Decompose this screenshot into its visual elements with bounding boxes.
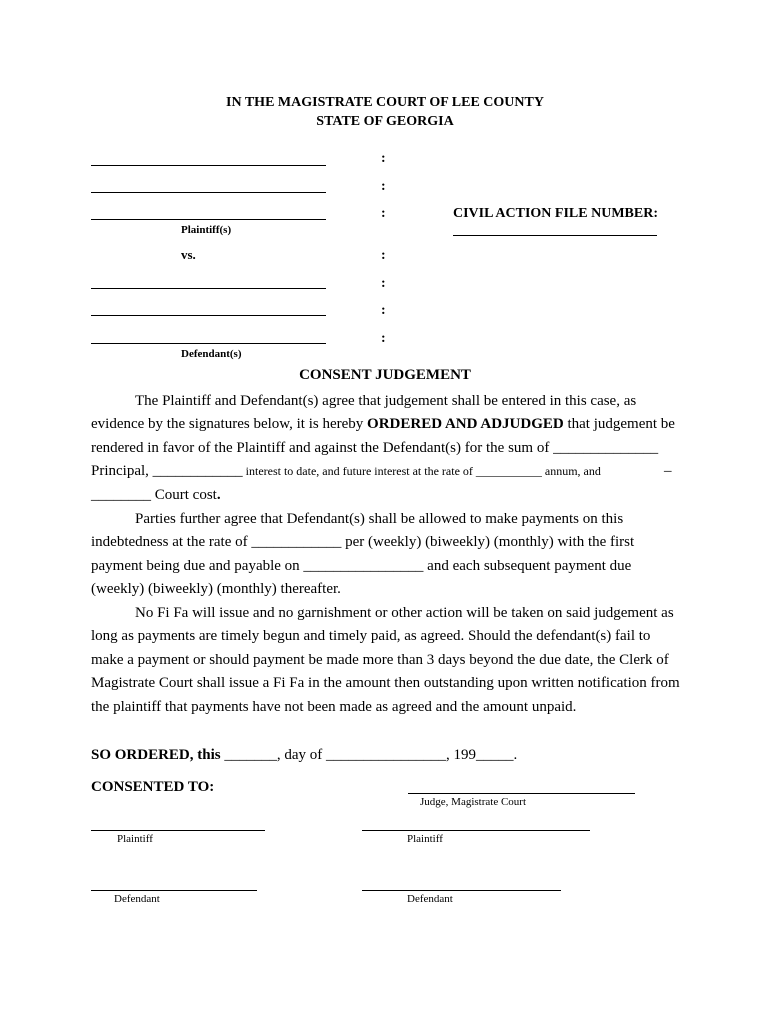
plaintiff-line-1[interactable] xyxy=(91,165,326,166)
text-span: _______, day of ________________, 199_____. xyxy=(220,747,518,763)
plaintiff-signature-label-right: Plaintiff xyxy=(407,833,443,845)
trailing-blank: _ xyxy=(664,458,672,474)
paragraph-1-line-1: The Plaintiff and Defendant(s) agree that judgement shall be entered in this case, as xyxy=(135,393,637,409)
paragraph-3-line-4: Magistrate Court shall issue a Fi Fa in the amount then outstanding upon written notification from xyxy=(91,675,680,691)
text-span: . xyxy=(216,487,221,503)
text-span: that judgement be xyxy=(563,416,675,432)
paragraph-1-line-4 xyxy=(91,460,681,484)
plaintiff-line-3[interactable] xyxy=(91,219,326,220)
versus-label: vs. xyxy=(181,247,196,262)
caption-colon: : xyxy=(381,206,386,221)
paragraph-3-line-1: No Fi Fa will issue and no garnishment or other action will be taken on said judgement as xyxy=(135,605,674,621)
plaintiff-line-2[interactable] xyxy=(91,192,326,193)
text-span: ________ xyxy=(91,487,151,503)
state-name: STATE OF GEORGIA xyxy=(316,114,454,129)
defendant-signature-line-right[interactable] xyxy=(362,890,561,891)
paragraph-2-line-2: indebtedness at the rate of ____________ per (weekly) (biweekly) (monthly) with the first xyxy=(91,534,635,550)
paragraph-1-line-2 xyxy=(91,413,681,437)
paragraph-3-line-5: the plaintiff that payments have not been made as agreed and the amount unpaid. xyxy=(91,699,577,715)
civil-action-number-line[interactable] xyxy=(453,235,657,236)
so-ordered-line xyxy=(91,744,681,768)
document-title: CONSENT JUDGEMENT xyxy=(299,367,471,383)
text-span: evidence by the signatures below, it is hereby xyxy=(91,416,368,432)
text-span: Principal, ____________ xyxy=(91,463,243,479)
so-ordered-bold: SO ORDERED, this xyxy=(91,747,221,763)
plaintiff-signature-line-left[interactable] xyxy=(91,830,265,831)
court-name: IN THE MAGISTRATE COURT OF LEE COUNTY xyxy=(226,95,544,110)
ordered-adjudged-bold: ORDERED AND ADJUDGED xyxy=(367,416,564,432)
paragraph-3-line-2: long as payments are timely begun and timely paid, as agreed. Should the defendant(s) fail to xyxy=(91,628,651,644)
caption-colon: : xyxy=(381,179,386,194)
plaintiff-signature-line-right[interactable] xyxy=(362,830,590,831)
defendant-signature-label-right: Defendant xyxy=(407,893,453,905)
caption-colon: : xyxy=(381,276,386,291)
defendant-line-1[interactable] xyxy=(91,288,326,289)
consented-to-label: CONSENTED TO: xyxy=(91,779,215,795)
civil-action-label: CIVIL ACTION FILE NUMBER: xyxy=(453,206,658,221)
plaintiff-label: Plaintiff(s) xyxy=(181,224,232,236)
caption-colon: : xyxy=(381,248,386,263)
paragraph-2-line-3: payment being due and payable on ________________ and each subsequent payment due xyxy=(91,558,632,574)
defendant-line-2[interactable] xyxy=(91,315,326,316)
caption-colon: : xyxy=(381,303,386,318)
paragraph-1-line-5 xyxy=(91,484,681,508)
judge-label: Judge, Magistrate Court xyxy=(420,796,527,808)
judge-signature-line[interactable] xyxy=(408,793,635,794)
defendant-signature-line-left[interactable] xyxy=(91,890,257,891)
defendant-label: Defendant(s) xyxy=(181,348,242,360)
paragraph-2-line-1: Parties further agree that Defendant(s) shall be allowed to make payments on this xyxy=(135,511,624,527)
paragraph-2-line-4: (weekly) (biweekly) (monthly) thereafter. xyxy=(91,581,341,597)
paragraph-1-line-3: rendered in favor of the Plaintiff and against the Defendant(s) for the sum of ______________ xyxy=(91,440,659,456)
defendant-signature-label-left: Defendant xyxy=(114,893,160,905)
text-span: Court cost xyxy=(151,487,217,503)
text-span: interest to date, and future interest at the rate of ___________ annum, and xyxy=(242,464,601,478)
defendant-line-3[interactable] xyxy=(91,343,326,344)
caption-colon: : xyxy=(381,151,386,166)
caption-colon: : xyxy=(381,331,386,346)
plaintiff-signature-label-left: Plaintiff xyxy=(117,833,153,845)
paragraph-3-line-3: make a payment or should payment be made more than 3 days beyond the due date, the Clerk of xyxy=(91,652,669,668)
